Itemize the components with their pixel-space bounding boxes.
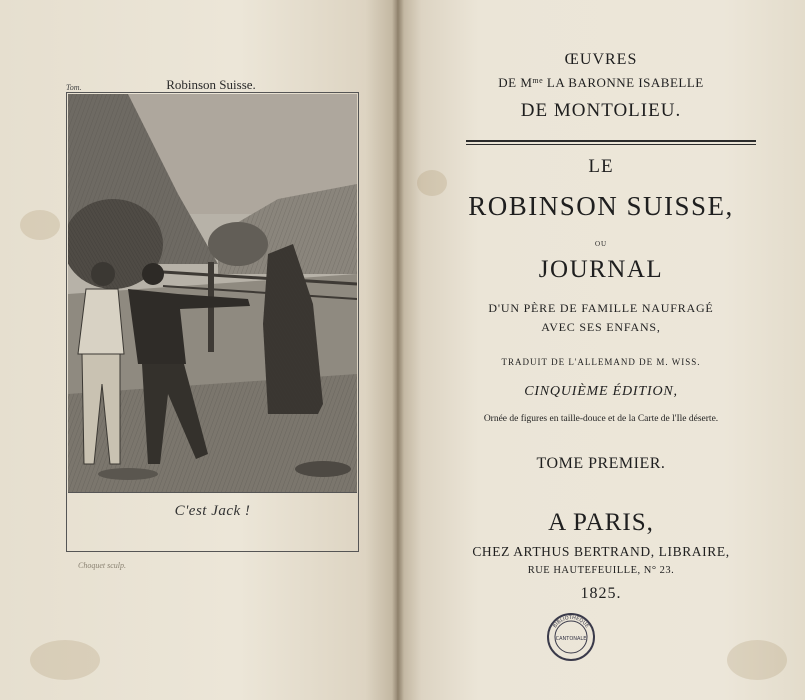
imprint-publisher: CHEZ ARTHUS BERTRAND, LIBRAIRE, xyxy=(472,544,730,559)
subtitle-line-2: AVEC SES ENFANS, xyxy=(541,320,661,334)
illustration-note: Ornée de figures en taille-douce et de la Carte de l'Ile déserte. xyxy=(483,414,719,424)
paper-stain xyxy=(727,640,787,680)
author-superscript: me xyxy=(532,76,544,85)
imprint-city: A PARIS, xyxy=(548,509,654,536)
author-suffix: LA BARONNE ISABELLE xyxy=(543,75,704,90)
author-name: DE MONTOLIEU. xyxy=(520,100,682,121)
paper-stain xyxy=(30,640,100,680)
translation-note: TRADUIT DE L'ALLEMAND DE M. WISS. xyxy=(501,357,701,367)
title-article: LE xyxy=(588,156,614,177)
stamp-text-center: CANTONALE xyxy=(555,636,587,642)
paper-stain xyxy=(20,210,60,240)
engraver-signature: Choquet sculp. xyxy=(78,561,126,570)
imprint-year: 1825. xyxy=(580,585,622,602)
author-prefix: DE M xyxy=(498,75,533,90)
stamp-text-top: BIBLIOTHEQUE xyxy=(552,614,590,630)
double-rule-divider xyxy=(466,140,756,145)
works-heading: ŒUVRES xyxy=(564,51,638,68)
title-conjunction: OU xyxy=(594,240,608,248)
imprint-address: RUE HAUTEFEUILLE, N° 23. xyxy=(527,565,675,576)
edition-statement: CINQUIÈME ÉDITION, xyxy=(524,384,678,399)
volume-label: TOME PREMIER. xyxy=(536,455,666,472)
library-stamp xyxy=(546,612,596,662)
plate-title: Robinson Suisse. xyxy=(166,77,256,92)
engraving-plate xyxy=(66,92,359,552)
author-line xyxy=(397,75,805,91)
plate-caption: C'est Jack ! xyxy=(174,503,251,519)
plate-volume-label: Tom. xyxy=(66,83,82,92)
subtitle-line-1: D'UN PÈRE DE FAMILLE NAUFRAGÉ xyxy=(488,301,714,315)
engraving-illustration xyxy=(68,94,357,493)
book-title: ROBINSON SUISSE, xyxy=(468,191,734,221)
subtitle-journal: JOURNAL xyxy=(538,256,664,283)
